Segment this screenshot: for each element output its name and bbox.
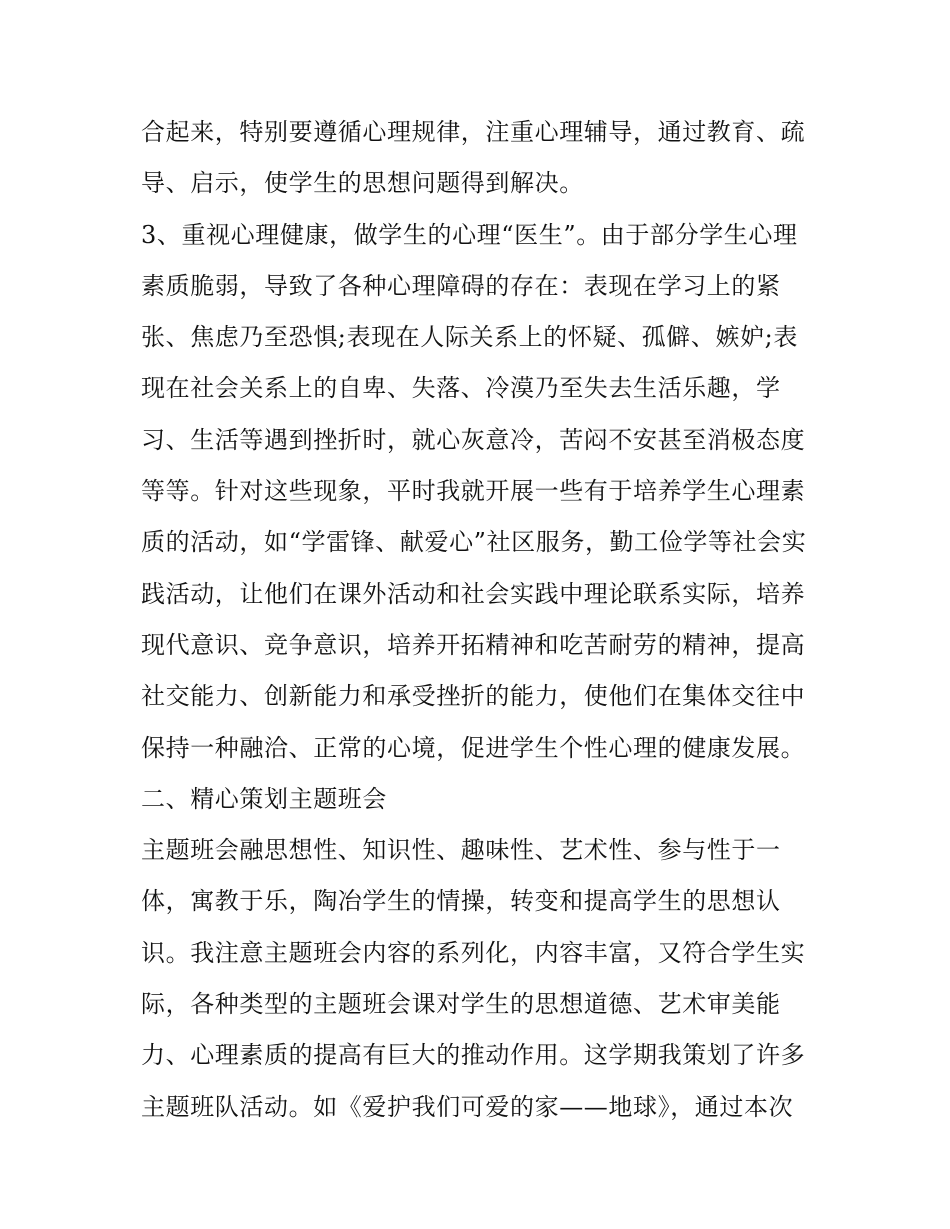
text-line-3: 3、重视心理健康，做学生的心理“医生”。由于部分学生心理 <box>141 220 798 249</box>
text-line-7: 习、生活等遇到挫折时，就心灰意冷，苦闷不安甚至消极态度 <box>141 425 806 454</box>
text-line-2: 导、启示，使学生的思想问题得到解决。 <box>141 169 584 198</box>
body-text <box>141 107 821 1133</box>
text-line-18: 际，各种类型的主题班会课对学生的思想道德、艺术审美能 <box>141 990 781 1019</box>
text-line-17: 识。我注意主题班会内容的系列化，内容丰富，又符合学生实 <box>141 938 806 967</box>
text-line-13: 保持一种融洽、正常的心境，促进学生个性心理的健康发展。 <box>141 733 806 762</box>
section-heading: 二、精心策划主题班会 <box>141 784 387 813</box>
text-line-10: 践活动，让他们在课外活动和社会实践中理论联系实际，培养 <box>141 579 806 608</box>
text-line-20: 主题班队活动。如《爱护我们可爱的家——地球》，通过本次 <box>141 1092 794 1121</box>
text-line-12: 社交能力、创新能力和承受挫折的能力，使他们在集体交往中 <box>141 682 806 711</box>
text-line-15: 主题班会融思想性、知识性、趣味性、艺术性、参与性于一 <box>141 836 781 865</box>
text-line-19: 力、心理素质的提高有巨大的推动作用。这学期我策划了许多 <box>141 1041 806 1070</box>
text-line-16: 体，寓教于乐，陶冶学生的情操，转变和提高学生的思想认 <box>141 887 781 916</box>
text-line-9: 质的活动，如“学雷锋、献爱心”社区服务，勤工俭学等社会实 <box>141 528 807 557</box>
text-line-11: 现代意识、竞争意识，培养开拓精神和吃苦耐劳的精神，提高 <box>141 630 806 659</box>
text-line-8: 等等。针对这些现象，平时我就开展一些有于培养学生心理素 <box>141 477 806 506</box>
text-line-4: 素质脆弱，导致了各种心理障碍的存在：表现在学习上的紧 <box>141 271 781 300</box>
text-line-1: 合起来，特别要遵循心理规律，注重心理辅导，通过教育、疏 <box>141 118 806 146</box>
text-line-5: 张、焦虑乃至恐惧;表现在人际关系上的怀疑、孤僻、嫉妒;表 <box>141 323 798 352</box>
text-line-6: 现在社会关系上的自卑、失落、冷漠乃至失去生活乐趣，学 <box>141 374 781 403</box>
